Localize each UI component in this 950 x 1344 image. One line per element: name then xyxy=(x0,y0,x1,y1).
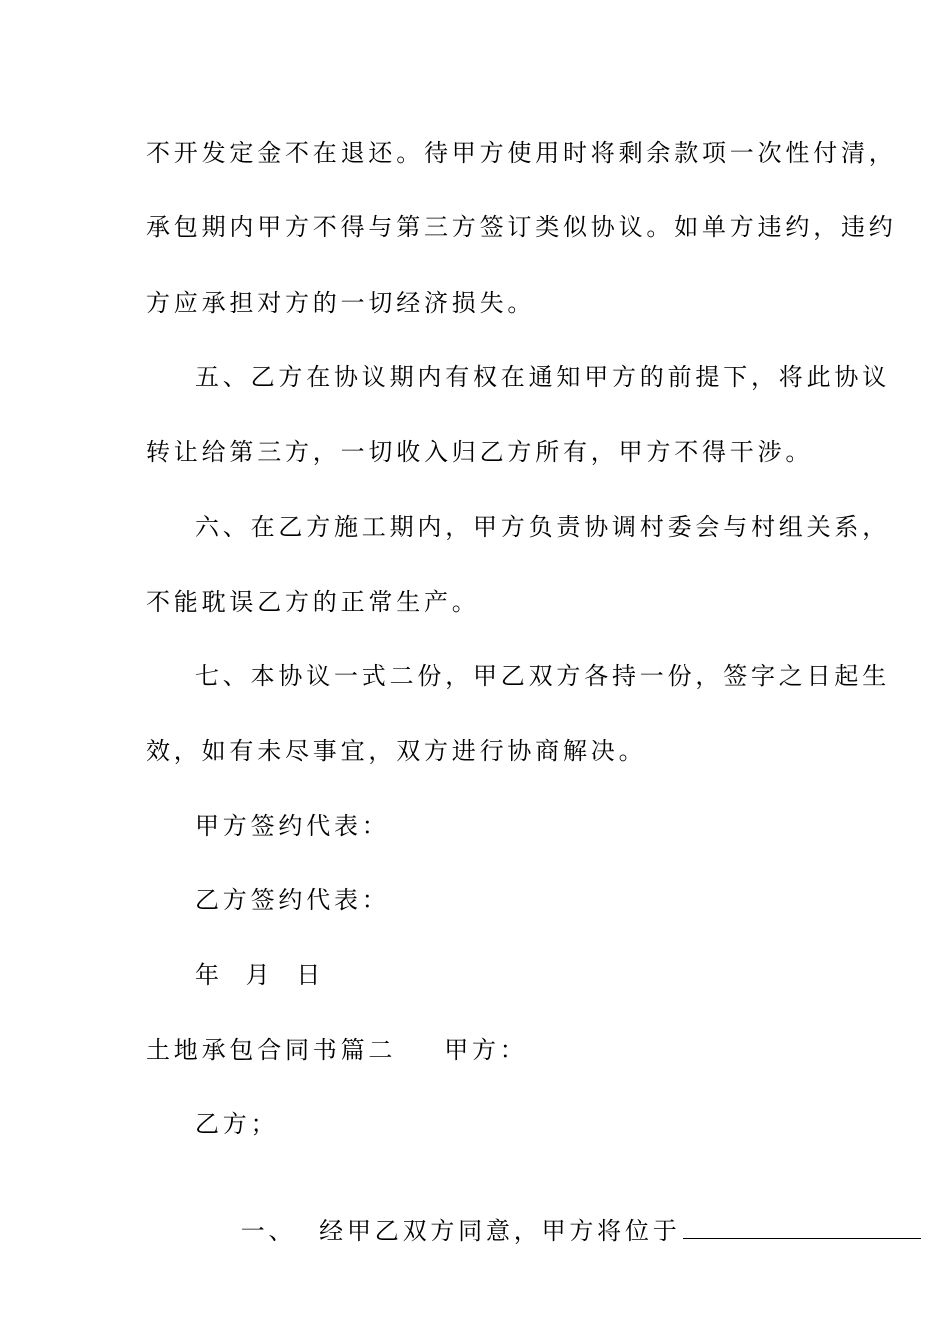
clause-one-text: 一、 经甲乙双方同意，甲方将位于 xyxy=(240,1217,681,1245)
paragraph-line: 方应承担对方的一切经济损失。 xyxy=(146,289,536,317)
section-title-line xyxy=(146,1035,806,1065)
section-title: 土地承包合同书篇二 xyxy=(146,1036,397,1064)
clause-five-line: 五、乙方在协议期内有权在通知甲方的前提下，将此协议 xyxy=(195,363,890,391)
paragraph-line: 效，如有未尽事宜，双方进行协商解决。 xyxy=(146,737,647,765)
paragraph-line: 不能耽误乙方的正常生产。 xyxy=(146,588,480,616)
paragraph-line: 不开发定金不在退还。待甲方使用时将剩余款项一次性付清， xyxy=(146,139,897,167)
party-a-signature-label: 甲方签约代表： xyxy=(195,812,390,840)
paragraph-line: 承包期内甲方不得与第三方签订类似协议。如单方违约，违约 xyxy=(146,213,897,241)
location-blank xyxy=(683,1214,921,1239)
paragraph-line: 转让给第三方，一切收入归乙方所有，甲方不得干涉。 xyxy=(146,438,814,466)
party-b-signature-label: 乙方签约代表： xyxy=(195,886,390,914)
date-label: 年 月 日 xyxy=(195,961,325,989)
clause-seven-line: 七、本协议一式二份，甲乙双方各持一份，签字之日起生 xyxy=(195,662,890,690)
clause-one-line xyxy=(195,1184,855,1276)
party-a-label: 甲方： xyxy=(444,1036,528,1064)
party-b-label: 乙方； xyxy=(195,1110,279,1138)
clause-six-line: 六、在乙方施工期内，甲方负责协调村委会与村组关系， xyxy=(195,513,890,541)
